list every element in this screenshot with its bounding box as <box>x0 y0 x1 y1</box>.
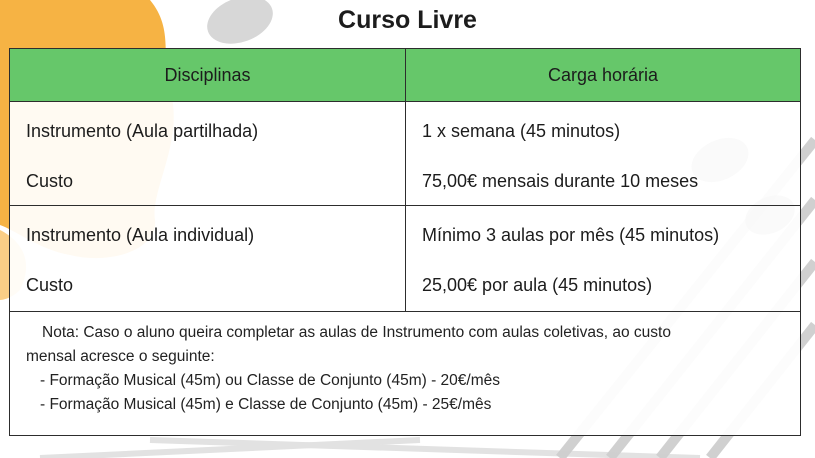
row-label: Instrumento (Aula individual) <box>26 225 255 245</box>
note-item: - Formação Musical (45m) ou Classe de Conjunto (45m) - 20€/mês <box>40 372 501 389</box>
table-row-group <box>10 101 800 206</box>
course-table <box>9 48 801 436</box>
row-label: Instrumento (Aula partilhada) <box>26 121 259 141</box>
header-disciplinas: Disciplinas <box>10 49 406 101</box>
note-section <box>10 311 800 435</box>
row-label: Custo <box>26 275 74 295</box>
row-label: Custo <box>26 171 74 191</box>
note-line: mensal acresce o seguinte: <box>26 348 215 365</box>
row-value: Mínimo 3 aulas por mês (45 minutos) <box>422 225 720 245</box>
table-row-group <box>10 205 800 312</box>
row-value: 75,00€ mensais durante 10 meses <box>422 171 699 191</box>
header-carga-horaria: Carga horária <box>547 64 659 85</box>
note-line: Nota: Caso o aluno queira completar as aulas de Instrumento com aulas coletivas, ao custo <box>42 324 671 341</box>
page-title: Curso Livre <box>338 6 477 34</box>
row-value: 25,00€ por aula (45 minutos) <box>422 275 653 295</box>
note-item: - Formação Musical (45m) e Classe de Conjunto (45m) - 25€/mês <box>40 396 492 413</box>
row-value: 1 x semana (45 minutos) <box>422 121 621 141</box>
table-header <box>10 49 800 102</box>
